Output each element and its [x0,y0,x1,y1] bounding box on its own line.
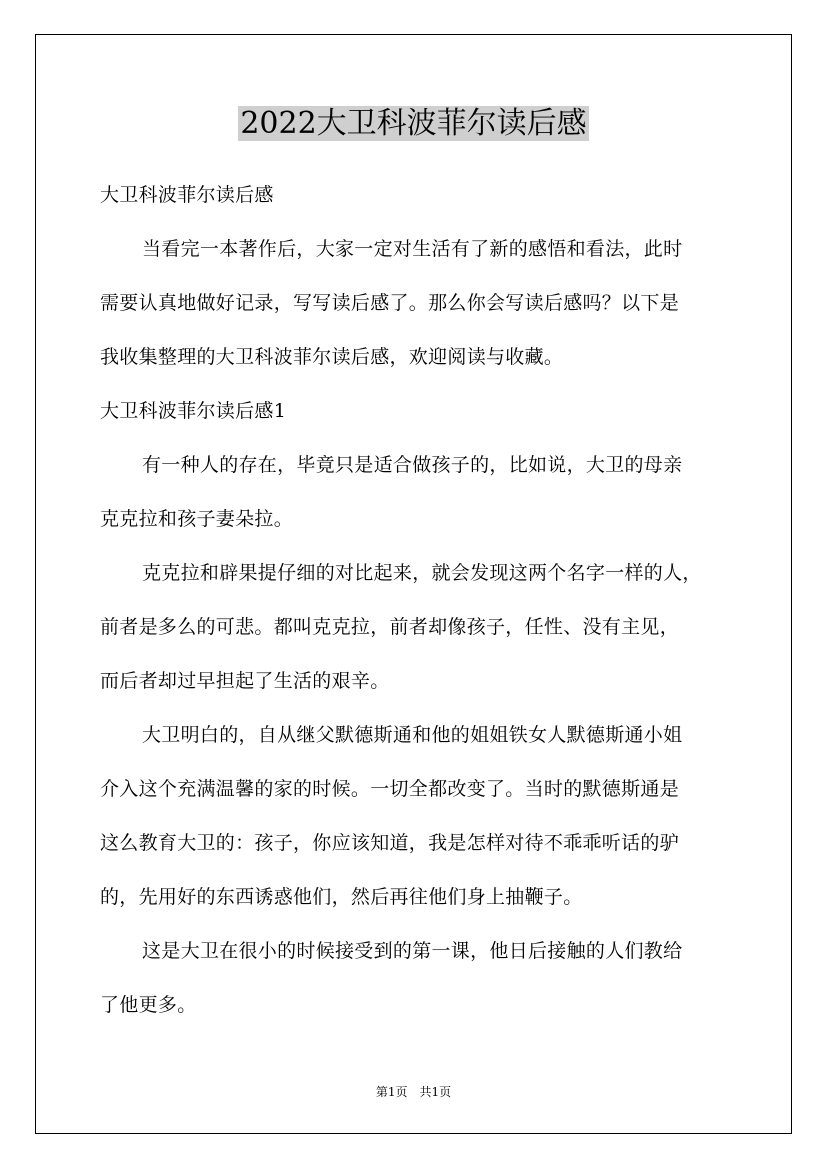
paragraph-line: 的，先用好的东西诱惑他们，然后再往他们身上抽鞭子。 [100,886,583,908]
document-title-text: 2022大卫科波菲尔读后感 [240,106,587,141]
paragraph-line: 前者是多么的可悲。都叫克克拉，前者却像孩子，任性、没有主见， [100,616,680,638]
paragraph-line: 大卫明白的，自从继父默德斯通和他的姐姐铁女人默德斯通小姐 [142,724,683,746]
paragraph-line: 我收集整理的大卫科波菲尔读后感，欢迎阅读与收藏。 [100,346,564,368]
paragraph-line: 克克拉和辟果提仔细的对比起来，就会发现这两个名字一样的人， [142,562,702,584]
paragraph-line: 这是大卫在很小的时候接受到的第一课，他日后接触的人们教给 [142,940,683,962]
paragraph-line: 这么教育大卫的：孩子，你应该知道，我是怎样对待不乖乖听话的驴 [100,832,680,854]
paragraph-line: 有一种人的存在，毕竟只是适合做孩子的，比如说，大卫的母亲 [142,454,683,476]
document-body [100,168,740,1032]
paragraph-line: 需要认真地做好记录，写写读后感了。那么你会写读后感吗？以下是 [100,292,680,314]
paragraph-line: 而后者却过早担起了生活的艰辛。 [100,670,390,692]
section-heading: 大卫科波菲尔读后感1 [100,400,287,422]
paragraph-line: 了他更多。 [100,994,197,1016]
page-footer: 第1页 共1页 [375,1085,452,1099]
document-title [0,100,827,148]
paragraph-line: 当看完一本著作后，大家一定对生活有了新的感悟和看法，此时 [142,238,683,260]
section-heading: 大卫科波菲尔读后感 [100,184,274,206]
paragraph-line: 克克拉和孩子妻朵拉。 [100,508,294,530]
paragraph-line: 介入这个充满温馨的家的时候。一切全都改变了。当时的默德斯通是 [100,778,680,800]
